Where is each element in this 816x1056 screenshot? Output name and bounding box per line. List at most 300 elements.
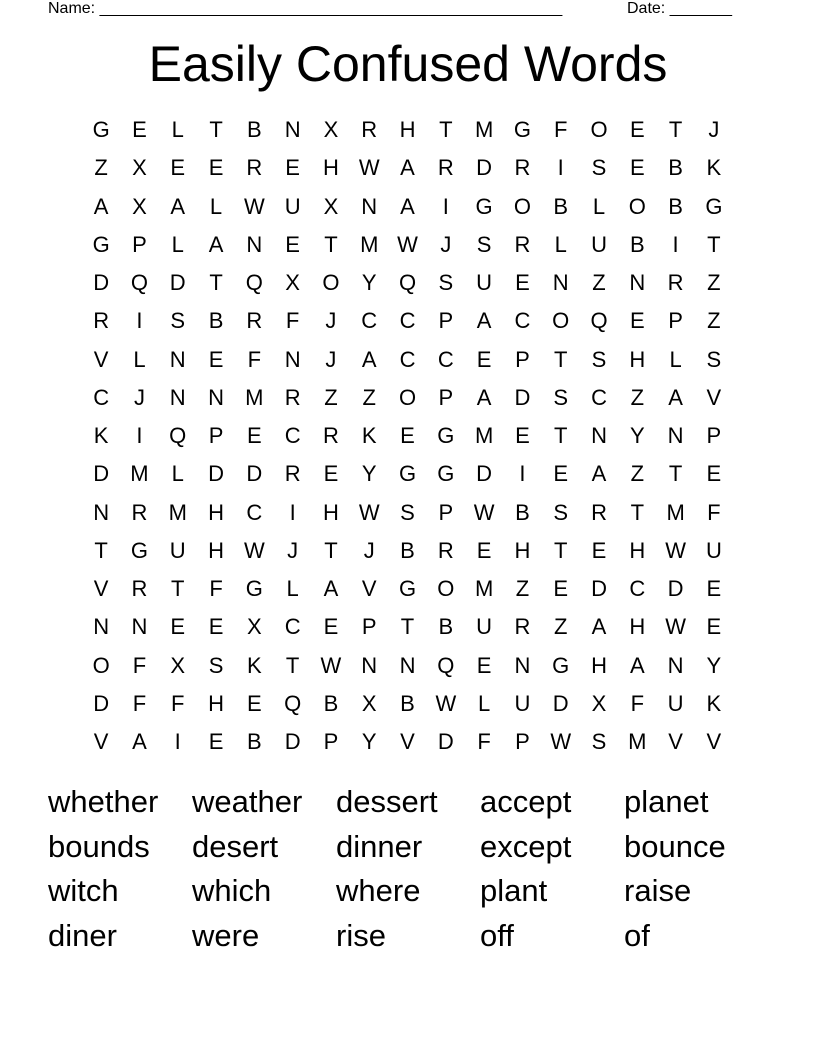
grid-letter: G — [92, 231, 110, 257]
grid-letter: N — [284, 117, 301, 142]
grid-letter: R — [131, 499, 148, 525]
grid-letter: X — [361, 690, 377, 716]
grid-letter: W — [473, 499, 495, 525]
grid-letter: U — [667, 690, 684, 716]
grid-letter: J — [325, 308, 337, 334]
grid-letter: B — [668, 155, 683, 181]
date-field: Date: _______ — [627, 0, 732, 17]
grid-letter: N — [667, 423, 684, 448]
grid-letter: H — [208, 499, 224, 525]
grid-letter: K — [706, 690, 722, 716]
grid-letter: G — [130, 537, 148, 563]
grid-letter: E — [629, 155, 645, 181]
grid-letter: T — [553, 423, 568, 448]
grid-letter: P — [515, 346, 530, 372]
grid-letter: Z — [630, 461, 645, 487]
grid-letter: G — [245, 576, 263, 601]
grid-letter: N — [131, 614, 148, 640]
grid-letter: M — [628, 729, 647, 754]
grid-letter: N — [591, 423, 607, 448]
grid-letter: L — [133, 346, 146, 372]
grid-letter: K — [246, 652, 262, 678]
grid-letter: H — [208, 690, 224, 716]
grid-letter: W — [397, 231, 418, 257]
grid-letter: D — [93, 270, 110, 295]
grid-letter: T — [285, 652, 300, 678]
grid-letter: N — [93, 614, 110, 640]
grid-letter: S — [591, 729, 607, 754]
grid-letter: C — [629, 576, 646, 601]
grid-letter: B — [438, 614, 454, 640]
grid-letter: R — [284, 461, 301, 487]
grid-letter: C — [399, 346, 416, 372]
word-bank-item: whether — [48, 784, 159, 819]
grid-letter: M — [474, 576, 494, 601]
word-bank-item: off — [480, 918, 514, 954]
grid-letter: L — [592, 193, 606, 219]
grid-letter: E — [706, 461, 722, 487]
grid-letter: J — [325, 346, 337, 372]
grid-letter: M — [474, 423, 494, 448]
grid-letter: I — [519, 461, 526, 487]
grid-letter: X — [285, 270, 300, 295]
grid-letter: Z — [707, 308, 721, 334]
grid-letter: Y — [361, 461, 377, 487]
grid-letter: X — [323, 117, 339, 142]
grid-letter: S — [208, 652, 224, 678]
grid-letter: W — [243, 537, 265, 563]
grid-letter: V — [706, 384, 722, 410]
grid-letter: N — [552, 270, 569, 295]
grid-letter: I — [672, 231, 679, 257]
grid-letter: D — [284, 729, 301, 754]
grid-letter: R — [591, 499, 607, 525]
word-bank — [48, 780, 768, 959]
grid-letter: D — [93, 690, 110, 716]
word-bank-item: dinner — [336, 828, 423, 864]
grid-letter: I — [136, 423, 143, 448]
grid-letter: Z — [94, 155, 108, 181]
grid-letter: M — [666, 499, 685, 525]
grid-letter: U — [284, 193, 301, 219]
grid-letter: E — [170, 614, 186, 640]
grid-letter: E — [629, 308, 645, 334]
grid-letter: P — [706, 423, 722, 448]
grid-letter: H — [322, 155, 339, 181]
grid-letter: E — [629, 117, 645, 142]
grid-letter: A — [591, 461, 607, 487]
grid-letter: E — [246, 423, 262, 448]
grid-letter: D — [514, 384, 531, 410]
grid-letter: X — [132, 193, 147, 219]
grid-letter: G — [475, 193, 493, 219]
grid-letter: F — [132, 652, 147, 678]
grid-letter: B — [323, 690, 339, 716]
word-bank-item: plant — [480, 873, 548, 909]
grid-letter: D — [246, 461, 263, 487]
word-bank-item: desert — [192, 828, 279, 864]
grid-letter: P — [515, 729, 530, 754]
grid-letter: Q — [590, 308, 608, 334]
grid-letter: X — [591, 690, 607, 716]
grid-letter: R — [131, 576, 148, 601]
grid-letter: G — [552, 652, 570, 678]
grid-letter: T — [94, 537, 108, 563]
grid-letter: S — [438, 270, 454, 295]
grid-letter: O — [628, 193, 646, 219]
grid-letter: X — [132, 155, 147, 181]
word-bank-item: raise — [624, 873, 692, 909]
grid-letter: U — [705, 537, 722, 563]
grid-letter: T — [553, 537, 568, 563]
grid-letter: L — [209, 193, 223, 219]
grid-letter: P — [438, 308, 454, 334]
grid-letter: A — [132, 729, 147, 754]
grid-letter: E — [208, 346, 224, 372]
grid-letter: V — [400, 729, 415, 754]
grid-letter: Z — [707, 270, 721, 295]
grid-letter: E — [706, 576, 722, 601]
grid-letter: S — [476, 231, 492, 257]
grid-letter: A — [668, 384, 683, 410]
grid-letter: P — [208, 423, 224, 448]
grid-letter: D — [591, 576, 607, 601]
grid-letter: V — [706, 729, 722, 754]
grid-letter: R — [667, 270, 684, 295]
grid-letter: B — [246, 117, 262, 142]
grid-letter: H — [514, 537, 531, 563]
grid-letter: N — [93, 499, 110, 525]
grid-letter: E — [706, 614, 722, 640]
grid-letter: E — [323, 461, 339, 487]
grid-letter: X — [246, 614, 262, 640]
grid-letter: H — [322, 499, 339, 525]
name-field: Name: ____________________________________________________ — [48, 0, 563, 17]
grid-letter: T — [324, 537, 338, 563]
grid-letter: B — [553, 193, 569, 219]
grid-letter: T — [400, 614, 415, 640]
grid-letter: N — [361, 652, 378, 678]
grid-letter: E — [400, 423, 415, 448]
grid-letter: E — [208, 614, 224, 640]
grid-letter: Z — [592, 270, 606, 295]
grid-letter: X — [323, 193, 339, 219]
grid-letter: P — [323, 729, 339, 754]
word-bank-item: witch — [48, 873, 119, 909]
grid-letter: Z — [630, 384, 645, 410]
grid-letter: C — [93, 384, 110, 410]
grid-letter: Y — [361, 729, 377, 754]
grid-letter: O — [590, 117, 608, 142]
grid-letter: O — [322, 270, 340, 295]
grid-letter: N — [208, 384, 224, 410]
grid-letter: T — [630, 499, 645, 525]
grid-letter: A — [208, 231, 224, 257]
grid-letter: E — [285, 155, 300, 181]
grid-letter: R — [284, 384, 301, 410]
grid-letter: W — [665, 614, 686, 640]
grid-letter: C — [399, 308, 416, 334]
grid-letter: Z — [362, 384, 376, 410]
grid-letter: F — [630, 690, 645, 716]
grid-letter: Q — [284, 690, 302, 716]
grid-letter: O — [552, 308, 570, 334]
grid-letter: A — [591, 614, 607, 640]
grid-letter: C — [284, 614, 301, 640]
grid-letter: T — [668, 117, 683, 142]
grid-letter: O — [398, 384, 417, 410]
grid-letter: R — [93, 308, 110, 334]
grid-letter: V — [668, 729, 683, 754]
grid-letter: N — [399, 652, 416, 678]
grid-letter: W — [320, 652, 342, 678]
grid-letter: B — [246, 729, 262, 754]
grid-letter: D — [208, 461, 224, 487]
grid-letter: G — [705, 193, 723, 219]
grid-letter: W — [243, 193, 265, 219]
word-bank-item: diner — [48, 918, 117, 954]
grid-letter: I — [442, 193, 449, 219]
grid-letter: R — [361, 117, 378, 142]
grid-letter: N — [246, 231, 263, 257]
grid-letter: N — [514, 652, 531, 678]
grid-letter: H — [629, 537, 646, 563]
grid-letter: E — [170, 155, 186, 181]
word-bank-item: except — [480, 828, 572, 864]
word-bank-item: weather — [192, 784, 303, 819]
grid-letter: T — [324, 231, 338, 257]
grid-letter: D — [437, 729, 454, 754]
grid-letter: C — [591, 384, 607, 410]
grid-letter: B — [629, 231, 645, 257]
word-bank-item: where — [336, 873, 421, 909]
grid-letter: W — [358, 155, 380, 181]
grid-letter: T — [209, 117, 223, 142]
grid-letter: L — [477, 690, 491, 716]
grid-letter: R — [246, 308, 263, 334]
grid-letter: A — [629, 652, 645, 678]
grid-letter: K — [361, 423, 377, 448]
grid-letter: E — [515, 423, 530, 448]
grid-letter: X — [170, 652, 186, 678]
grid-letter: F — [171, 690, 185, 716]
grid-letter: G — [398, 576, 417, 601]
grid-letter: N — [169, 346, 186, 372]
grid-letter: U — [591, 231, 607, 257]
grid-letter: S — [170, 308, 186, 334]
grid-letter: P — [668, 308, 683, 334]
grid-letter: Y — [629, 423, 645, 448]
grid-letter: P — [438, 384, 454, 410]
grid-letter: A — [170, 193, 186, 219]
grid-letter: I — [174, 729, 181, 754]
grid-letter: R — [437, 155, 454, 181]
word-bank-item: bounds — [48, 828, 150, 864]
grid-letter: D — [476, 155, 493, 181]
grid-letter: I — [289, 499, 296, 525]
grid-letter: S — [591, 346, 607, 372]
grid-letter: K — [706, 155, 722, 181]
grid-letter: O — [437, 576, 455, 601]
grid-letter: M — [360, 231, 379, 257]
grid-letter: W — [665, 537, 686, 563]
grid-letter: Z — [515, 576, 530, 601]
grid-letter: M — [245, 384, 264, 410]
grid-letter: S — [553, 499, 569, 525]
grid-letter: H — [591, 652, 607, 678]
grid-letter: F — [132, 690, 147, 716]
grid-letter: F — [285, 308, 300, 334]
grid-letter: P — [132, 231, 147, 257]
grid-letter: E — [476, 537, 492, 563]
grid-letter: D — [476, 461, 493, 487]
grid-letter: E — [285, 231, 300, 257]
grid-letter: K — [93, 423, 109, 448]
grid-letter: F — [247, 346, 262, 372]
grid-letter: E — [323, 614, 339, 640]
grid-letter: R — [514, 231, 531, 257]
grid-letter: R — [437, 537, 454, 563]
word-bank-item: bounce — [624, 828, 726, 864]
grid-letter: I — [136, 308, 143, 334]
grid-letter: T — [553, 346, 568, 372]
grid-letter: F — [209, 576, 223, 601]
grid-letter: A — [476, 384, 492, 410]
word-bank-item: which — [192, 873, 272, 909]
grid-letter: D — [169, 270, 186, 295]
grid-letter: W — [358, 499, 380, 525]
grid-letter: N — [667, 652, 684, 678]
grid-letter: C — [437, 346, 454, 372]
grid-letter: A — [323, 576, 339, 601]
grid-letter: H — [629, 614, 646, 640]
grid-letter: Y — [706, 652, 722, 678]
grid-letter: B — [668, 193, 683, 219]
grid-letter: O — [513, 193, 531, 219]
grid-letter: B — [208, 308, 224, 334]
grid-letter: G — [437, 461, 455, 487]
grid-letter: L — [171, 461, 184, 487]
grid-letter: S — [591, 155, 607, 181]
grid-letter: L — [171, 117, 184, 142]
grid-letter: T — [439, 117, 453, 142]
grid-letter: V — [93, 576, 109, 601]
grid-letter: D — [552, 690, 569, 716]
grid-letter: F — [553, 117, 568, 142]
grid-letter: W — [550, 729, 572, 754]
grid-letter: C — [361, 308, 378, 334]
grid-letter: J — [287, 537, 299, 563]
grid-letter: N — [284, 346, 301, 372]
grid-letter: T — [171, 576, 185, 601]
grid-letter: G — [513, 117, 531, 142]
page-title: Easily Confused Words — [148, 36, 668, 92]
grid-letter: R — [322, 423, 339, 448]
grid-letter: C — [514, 308, 531, 334]
grid-letter: E — [591, 537, 607, 563]
letter-grid — [82, 111, 733, 761]
grid-letter: Q — [169, 423, 187, 448]
grid-letter: E — [476, 346, 492, 372]
grid-letter: D — [667, 576, 684, 601]
word-bank-item: dessert — [336, 784, 438, 819]
grid-letter: E — [553, 461, 569, 487]
grid-letter: T — [209, 270, 223, 295]
grid-letter: E — [208, 729, 224, 754]
word-bank-item: were — [192, 918, 260, 954]
grid-letter: G — [398, 461, 417, 487]
grid-letter: P — [361, 614, 377, 640]
grid-letter: S — [706, 346, 722, 372]
grid-letter: V — [93, 346, 109, 372]
grid-letter: U — [169, 537, 186, 563]
grid-letter: H — [629, 346, 646, 372]
grid-letter: O — [92, 652, 110, 678]
grid-letter: Z — [324, 384, 338, 410]
grid-letter: A — [400, 193, 415, 219]
grid-letter: E — [476, 652, 492, 678]
grid-letter: S — [553, 384, 569, 410]
grid-letter: R — [514, 155, 531, 181]
grid-letter: B — [515, 499, 530, 525]
grid-letter: C — [284, 423, 301, 448]
grid-letter: L — [554, 231, 567, 257]
grid-letter: P — [438, 499, 454, 525]
grid-letter: H — [208, 537, 224, 563]
grid-letter: C — [246, 499, 263, 525]
grid-letter: Q — [245, 270, 263, 295]
grid-letter: E — [208, 155, 224, 181]
grid-letter: R — [514, 614, 531, 640]
grid-letter: L — [669, 346, 682, 372]
grid-letter: J — [708, 117, 720, 142]
grid-letter: M — [168, 499, 187, 525]
grid-letter: A — [93, 193, 109, 219]
grid-letter: L — [171, 231, 184, 257]
grid-letter: Q — [398, 270, 417, 295]
grid-letter: M — [130, 461, 149, 487]
grid-letter: J — [363, 537, 375, 563]
grid-letter: T — [707, 231, 721, 257]
grid-letter: U — [476, 270, 493, 295]
grid-letter: N — [361, 193, 378, 219]
grid-letter: A — [476, 308, 492, 334]
grid-letter: J — [133, 384, 145, 410]
grid-letter: I — [557, 155, 564, 181]
grid-letter: A — [400, 155, 415, 181]
grid-letter: V — [361, 576, 377, 601]
word-bank-item: rise — [336, 918, 386, 954]
grid-letter: U — [514, 690, 531, 716]
grid-letter: E — [132, 117, 147, 142]
grid-letter: M — [474, 117, 494, 142]
grid-letter: E — [515, 270, 530, 295]
grid-letter: S — [400, 499, 415, 525]
grid-letter: L — [286, 576, 299, 601]
grid-letter: J — [440, 231, 452, 257]
grid-letter: E — [246, 690, 262, 716]
grid-letter: D — [93, 461, 110, 487]
grid-letter: T — [668, 461, 683, 487]
grid-letter: B — [400, 537, 415, 563]
grid-letter: N — [629, 270, 646, 295]
word-bank-item: planet — [624, 784, 709, 819]
grid-letter: F — [477, 729, 491, 754]
grid-letter: A — [361, 346, 377, 372]
grid-letter: V — [93, 729, 109, 754]
grid-letter: Q — [130, 270, 148, 295]
grid-letter: W — [435, 690, 457, 716]
